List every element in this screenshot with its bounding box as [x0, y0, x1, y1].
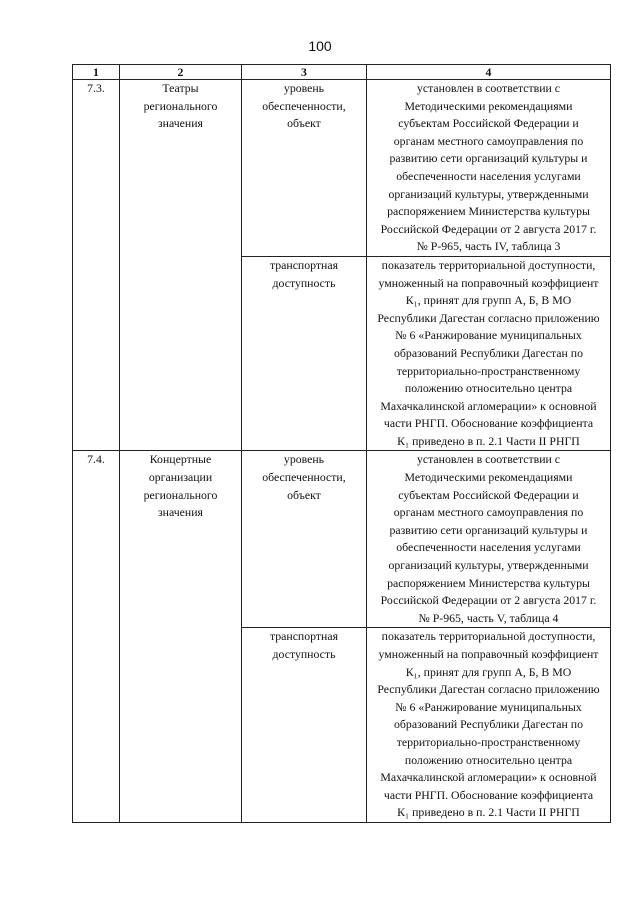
indicator-type-line: объект [287, 487, 321, 502]
basis-line: обеспеченности населения услугами [396, 168, 581, 183]
basis-line: Республики Дагестан согласно приложению [377, 310, 600, 325]
basis-line: К₁, принят для групп А, Б, В МО [405, 293, 572, 308]
basis-line: Махачкалинской агломерации» к основной [380, 398, 597, 413]
basis-line: Российской Федерации от 2 августа 2017 г. [380, 221, 597, 236]
indicator-type-line: доступность [272, 275, 336, 290]
indicator-type-line: уровень [283, 452, 325, 467]
basis-line: К₁ приведено в п. 2.1 Части II РНГП [397, 433, 580, 448]
facility-name-line: организации [148, 470, 213, 485]
basis-line: № 6 «Ранжирование муниципальных [395, 328, 582, 343]
basis-line: Методическими рекомендациями [404, 98, 573, 113]
indicator-type [242, 256, 367, 451]
facility-name-line: значения [158, 505, 203, 520]
indicator-type [242, 80, 367, 257]
indicator-type-line: доступность [272, 647, 336, 661]
basis-line: К₁ приведено в п. 2.1 Части II РНГП [397, 805, 580, 820]
basis-line: субъектам Российской Федерации и [398, 116, 579, 131]
basis-line: части РНГП. Обоснование коэффициента [383, 787, 594, 802]
row-number: 7.4. [73, 451, 120, 822]
basis-line: установлен в соответствии с [416, 81, 561, 95]
standards-table [72, 64, 611, 823]
indicator-basis [367, 80, 611, 257]
basis-line: показатель территориальной доступности, [381, 629, 596, 644]
indicator-type-line: обеспеченности, [262, 98, 346, 113]
indicator-basis [367, 451, 611, 628]
basis-line: положению относительно центра [404, 381, 573, 396]
indicator-type-line: уровень [283, 81, 325, 95]
basis-line: показатель территориальной доступности, [381, 257, 596, 272]
table-row [73, 80, 611, 257]
basis-line: Махачкалинской агломерации» к основной [380, 770, 597, 785]
facility-name-line: значения [158, 116, 203, 131]
indicator-basis [367, 256, 611, 451]
basis-line: умноженный на поправочный коэффициент [378, 647, 599, 661]
basis-line: органам местного самоуправления по [393, 505, 584, 520]
basis-line: образований Республики Дагестан по [394, 345, 583, 360]
basis-line: развитию сети организаций культуры и [389, 151, 588, 166]
header-col-3: 3 [242, 65, 367, 80]
basis-line: части РНГП. Обоснование коэффициента [383, 416, 594, 431]
indicator-type-line: транспортная [269, 257, 339, 272]
basis-line: организаций культуры, утвержденными [388, 186, 589, 201]
basis-line: субъектам Российской Федерации и [398, 487, 579, 502]
basis-line: распоряжением Министерства культуры [387, 204, 590, 219]
facility-name-line: регионального [143, 487, 218, 502]
indicator-type [242, 451, 367, 628]
indicator-type-line: обеспеченности, [262, 470, 346, 485]
indicator-type-line: транспортная [269, 629, 339, 644]
indicator-type-line: объект [287, 116, 321, 131]
header-col-1: 1 [73, 65, 120, 80]
basis-line: распоряжением Министерства культуры [387, 575, 590, 590]
basis-line: образований Республики Дагестан по [394, 717, 583, 732]
basis-line: положению относительно центра [404, 752, 573, 767]
basis-line: обеспеченности населения услугами [396, 540, 581, 555]
facility-name [120, 451, 242, 822]
basis-line: К₁, принят для групп А, Б, В МО [405, 664, 572, 679]
facility-name-line: регионального [143, 98, 218, 113]
page-number: 100 [308, 38, 332, 54]
basis-line: № Р-965, часть V, таблица 4 [418, 610, 559, 625]
facility-name-line: Концертные [149, 452, 212, 467]
basis-line: Российской Федерации от 2 августа 2017 г. [380, 593, 597, 608]
header-col-2: 2 [120, 65, 242, 80]
header-col-4: 4 [367, 65, 611, 80]
header-row [73, 65, 611, 80]
indicator-type [242, 628, 367, 823]
basis-line: Республики Дагестан согласно приложению [377, 682, 600, 697]
facility-name [120, 80, 242, 451]
basis-line: умноженный на поправочный коэффициент [378, 275, 599, 290]
basis-line: развитию сети организаций культуры и [389, 522, 588, 537]
indicator-basis [367, 628, 611, 823]
table-row [73, 451, 611, 628]
facility-name-line: Театры [162, 81, 199, 95]
basis-line: № Р-965, часть IV, таблица 3 [416, 239, 561, 254]
row-number: 7.3. [73, 80, 120, 451]
basis-line: органам местного самоуправления по [393, 133, 584, 148]
basis-line: территориально-пространственному [396, 734, 581, 749]
basis-line: установлен в соответствии с [416, 452, 561, 467]
basis-line: организаций культуры, утвержденными [388, 558, 589, 573]
basis-line: № 6 «Ранжирование муниципальных [395, 699, 582, 714]
basis-line: Методическими рекомендациями [404, 470, 573, 485]
basis-line: территориально-пространственному [396, 363, 581, 378]
